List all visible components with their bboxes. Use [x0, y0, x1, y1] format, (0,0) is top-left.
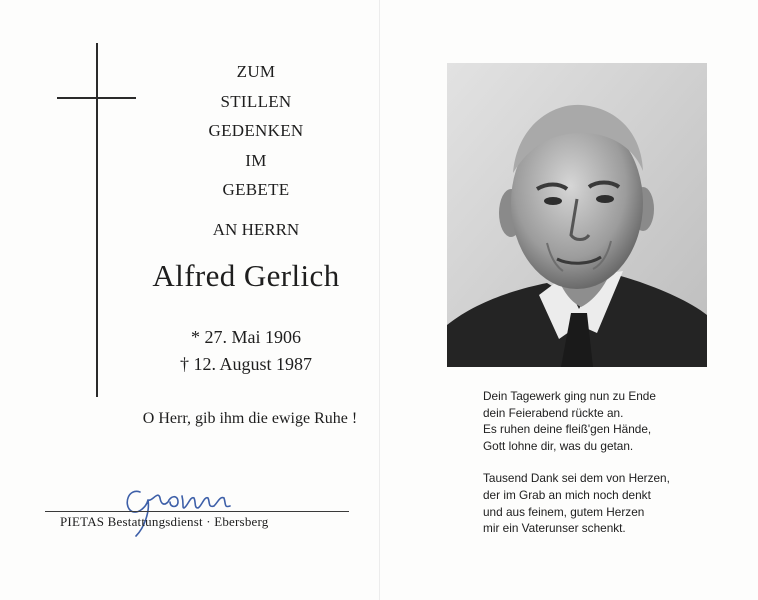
poem-line: Gott lohne dir, was du getan.: [483, 438, 634, 453]
heading-line: GEBETE: [222, 180, 290, 199]
handwritten-signature: [118, 478, 248, 540]
prayer-line: O Herr, gib ihm die ewige Ruhe !: [142, 410, 358, 427]
portrait-photo: [447, 63, 707, 367]
heading-line: IM: [245, 150, 267, 170]
right-panel: [380, 0, 758, 600]
poem-line: und aus feinem, gutem Herzen: [483, 504, 645, 519]
poem-line: mir ein Vaterunser schenkt.: [483, 521, 626, 536]
heading-line: ZUM: [236, 62, 276, 81]
heading-line: STILLEN: [220, 91, 292, 111]
poem-line: dein Feierabend rückte an.: [483, 405, 624, 420]
birth-date: * 27. Mai 1906: [191, 327, 301, 347]
cross-horizontal-bar: [57, 97, 136, 99]
poem-line: Dein Tagewerk ging nun zu Ende: [483, 389, 656, 403]
death-date: † 12. August 1987: [179, 354, 312, 374]
signature-line: [45, 511, 349, 512]
salutation: AN HERRN: [212, 220, 300, 239]
memorial-heading: [186, 57, 326, 205]
poem-line: Tausend Dank sei dem von Herzen,: [483, 471, 670, 486]
undertaker-imprint: PIETAS Bestattungsdienst · Ebersberg: [60, 514, 269, 529]
poem-line: der im Grab an mich noch denkt: [483, 487, 651, 502]
stanza-gap: [483, 454, 743, 470]
poem-line: Es ruhen deine fleiß'gen Hände,: [483, 422, 652, 437]
heading-line: GEDENKEN: [208, 121, 304, 140]
deceased-name: Alfred Gerlich: [152, 258, 340, 293]
memorial-poem: [483, 388, 743, 537]
